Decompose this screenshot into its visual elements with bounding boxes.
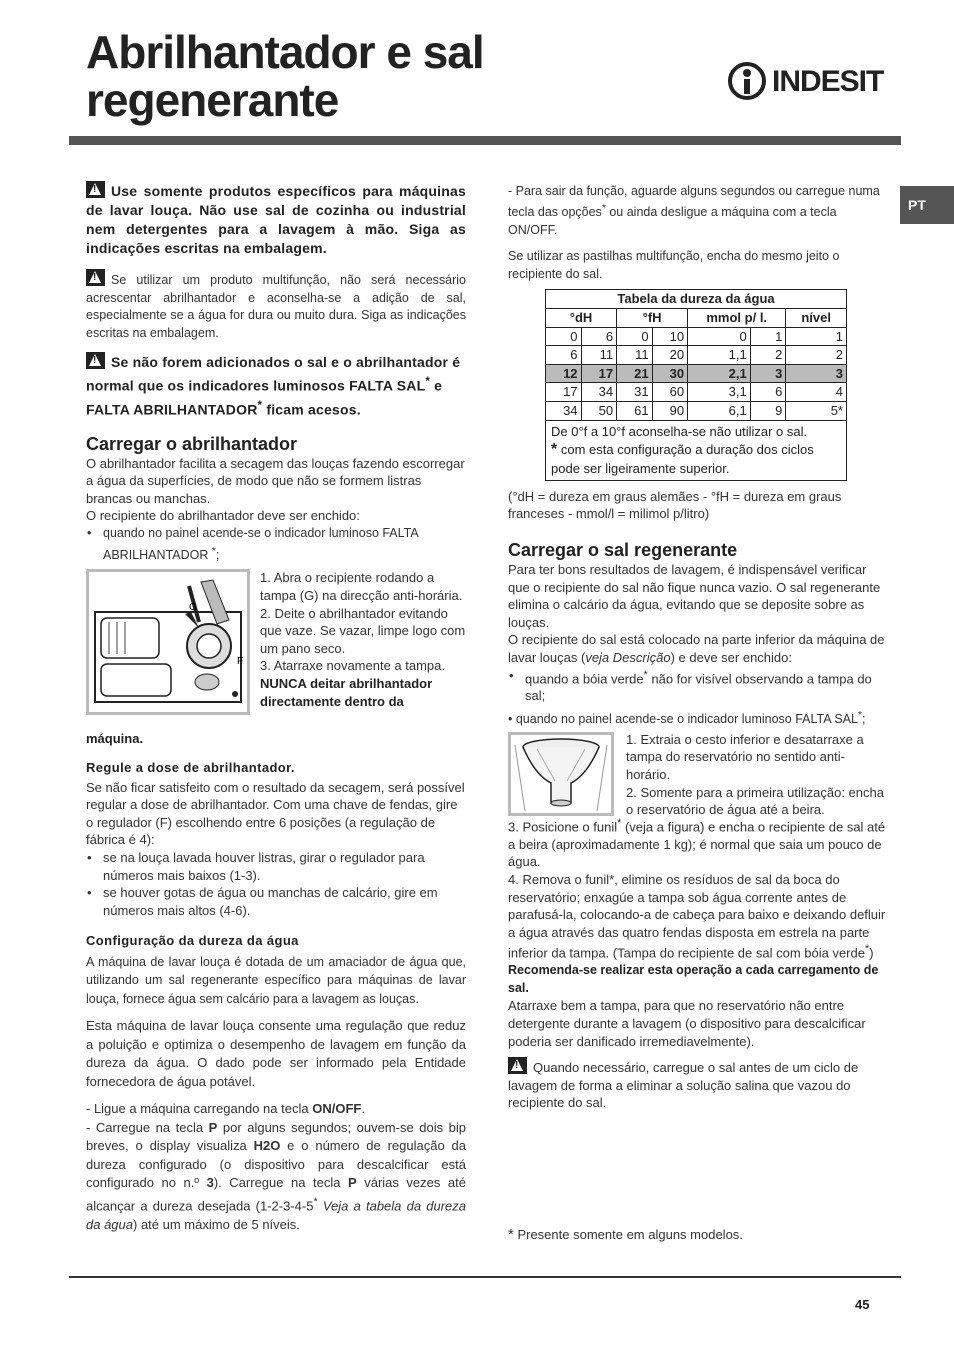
paragraph: Esta máquina de lavar louça consente uma regulação que reduz a poluição e optimiza o desempenho de lavagem em função da dureza da água. O dado pode ser informado pela Entidade fornecedora de água potável. <box>86 1018 466 1089</box>
section-heading-abrilhantador: Carregar o abrilhantador <box>86 433 298 454</box>
warning-icon <box>86 352 105 369</box>
footer-divider <box>69 1276 901 1278</box>
rinse-aid-figure-block <box>86 569 466 731</box>
warning-salt: !Quando necessário, carregue o sal antes de um ciclo de lavagem de forma a eliminar a solução salina que vazou do recipiente do sal. <box>508 1057 888 1112</box>
table-header: °dH <box>546 308 617 327</box>
salt-funnel-figure <box>508 732 614 816</box>
table-row: 0 6 0 10 0 1 1 <box>546 327 847 346</box>
salt-step-4: 4. Remova o funil*, elimine os resíduos de sal da boca do reservatório; enxagúe a tampa sob água corrente antes de parafusá-la, colocando-a de cabeça para baixo e deixando defluir a água através das quatro fendas disposta em estrela na parte inferior da tampa. (Tampa do recipiente de sal com bóia verde*) <box>508 871 886 961</box>
salt-figure-block <box>508 732 888 822</box>
left-column <box>86 181 466 1234</box>
paragraph: O recipiente do abrilhantador deve ser enchido: <box>86 508 360 524</box>
dispenser-illustration <box>89 572 247 712</box>
right-column <box>508 182 888 1112</box>
warning-icon <box>508 1057 527 1074</box>
never-warning: NUNCA deitar abrilhantador directamente dentro da <box>260 675 433 709</box>
units-note: (°dH = dureza em graus alemães - °fH = dureza em graus franceses - mmol/l = milimol p/litro) <box>508 489 842 521</box>
recommendation: Recomenda-se realizar esta operação a cada carregamento de sal. <box>508 963 879 995</box>
table-row: 34 50 61 90 6,1 9 5* <box>546 401 847 420</box>
warning-icon <box>86 269 105 286</box>
warning-3: !Se não forem adicionados o sal e o abrilhantador é normal que os indicadores luminosos FALTA SAL* e FALTA ABRILHANTADOR* ficam acesos. <box>86 352 466 419</box>
header-divider <box>69 136 901 145</box>
subheading-regule: Regule a dose de abrilhantador. <box>86 760 295 775</box>
rinse-aid-dispenser-figure <box>86 569 250 715</box>
section-heading-sal: Carregar o sal regenerante <box>508 540 738 560</box>
paragraph: O recipiente do sal está colocado na parte inferior da máquina de lavar louças (veja Descrição) e deve ser enchido: <box>508 632 885 665</box>
page-title: Abrilhantador e sal regenerante <box>86 26 484 126</box>
table-row: 17 34 31 60 3,1 6 4 <box>546 383 847 402</box>
paragraph-onoff: - Ligue a máquina carregando na tecla ON/OFF. <box>86 1101 365 1117</box>
table-row-highlighted: 12 17 21 30 2,1 3 3 <box>546 364 847 383</box>
paragraph: O abrilhantador facilita a secagem das louças fazendo escorregar a água da superfícies, de modo que não se formem listras brancas ou manchas. <box>86 455 465 506</box>
paragraph-press-p: - Carregue na tecla P por alguns segundos; ouvem-se dois bip breves, o display visualiza H2O e o número de regulação da dureza configurado (o dispositivo para descalcificar está configurado no n.º 3). Carregue na tecla P várias vezes até alcançar a dureza desejada (1-2-3-4-5* Veja a tabela da dureza da água) até um máximo de 5 níveis. <box>86 1119 466 1232</box>
paragraph-tablets: Se utilizar as pastilhas multifunção, encha do mesmo jeito o recipiente do sal. <box>508 249 840 281</box>
paragraph: A máquina de lavar louça é dotada de um amaciador de água que, utilizando um sal regenerante específico para máquinas de lavar louça, fornece água sem calcário para a lavagem as louças. <box>86 954 466 1006</box>
footnote: * Presente somente em alguns modelos. <box>508 1226 743 1243</box>
funnel-illustration <box>511 735 611 813</box>
paragraph: Para ter bons resultados de lavagem, é indispensável verificar que o recipiente do sal não fique nunca vazio. O sal regenerante elimina o calcário da água, evitando que se deposite sobre as louças. <box>508 562 881 630</box>
list-item: • se na louça lavada houver listras, girar o regulador para números mais baixos (1-3). <box>86 849 466 884</box>
hardness-table <box>545 289 847 481</box>
svg-text:F: F <box>237 656 244 668</box>
salt-step-3: 3. Posicione o funil* (veja a figura) e encha o recipiente de sal até a beira (aproximadamente 1 kg); é normal que saia um pouco de água. <box>508 816 886 870</box>
salt-steps: 1. Extraia o cesto inferior e desatarraxe a tampa do reservatório no sentido anti-horário. 2. Somente para a primeira utilização: encha o reservatório de água até a beira. <box>626 731 884 818</box>
table-header: mmol p/ l. <box>688 308 786 327</box>
paragraph-exit: - Para sair da função, aguarde alguns segundos ou carregue numa tecla das opções* ou ainda desligue a máquina com a tecla ON/OFF. <box>508 184 880 238</box>
indesit-logo-icon <box>728 60 884 104</box>
table-header: °fH <box>617 308 688 327</box>
list-item: • quando no painel acende-se o indicador luminoso FALTA SAL*; <box>508 710 866 727</box>
list-item: • se houver gotas de água ou manchas de calcário, gire em números mais altos (4-6). <box>86 884 466 919</box>
paragraph: Se não ficar satisfeito com o resultado da secagem, será possível regular a dose de abrilhantador. Com uma chave de fendas, gire o regulador (F) escolhendo entre 6 posições (a regulação de fábrica é 4): <box>86 779 465 848</box>
table-header: nível <box>786 308 847 327</box>
svg-text:G: G <box>189 602 197 614</box>
warning-2: !Se utilizar um produto multifunção, não será necessário acrescentar abrilhantador e aconselha-se a adição de sal, especialmente se a água for dura ou muito dura. Siga as indicações escritas na embalagem. <box>86 269 466 342</box>
list-item: • quando no painel acende-se o indicador luminoso FALTA ABRILHANTADOR *; <box>86 525 466 564</box>
brand-name: INDESIT <box>772 65 884 98</box>
warning-1: !Use somente produtos específicos para máquinas de lavar louça. Não use sal de cozinha ou industrial nem detergentes para a lavagem à mão. Siga as indicações escritas na embalagem. <box>86 181 466 258</box>
table-title: Tabela da dureza da água <box>546 290 847 309</box>
subheading-config: Configuração da dureza da água <box>86 933 299 949</box>
warning-icon <box>86 181 105 198</box>
list-item: • quando a bóia verde* não for visível observando a tampa do sal; <box>508 667 888 706</box>
table-row: 6 11 11 20 1,1 2 2 <box>546 346 847 365</box>
never-warning-cont: máquina. <box>86 731 144 747</box>
language-tab: PT <box>900 186 954 224</box>
rinse-aid-steps: 1. Abra o recipiente rodando a tampa (G) na direcção anti-horária. 2. Deite o abrilhantador evitando que vaze. Se vazar, limpe logo com um pano seco. 3. Atarraxe novamente a tampa. NUNCA deitar abrilhantador directamente dentro da <box>260 569 468 710</box>
page-number: 45 <box>855 1297 870 1312</box>
paragraph: Atarraxe bem a tampa, para que no reservatório não entre detergente durante a lavagem (o dispositivo para descalcificar poderia ser danificado irremediavelmente). <box>508 998 866 1049</box>
table-note: De 0°f a 10°f aconselha-se não utilizar o sal. * com esta configuração a duração dos ciclos pode ser ligeiramente superior. <box>546 420 847 481</box>
